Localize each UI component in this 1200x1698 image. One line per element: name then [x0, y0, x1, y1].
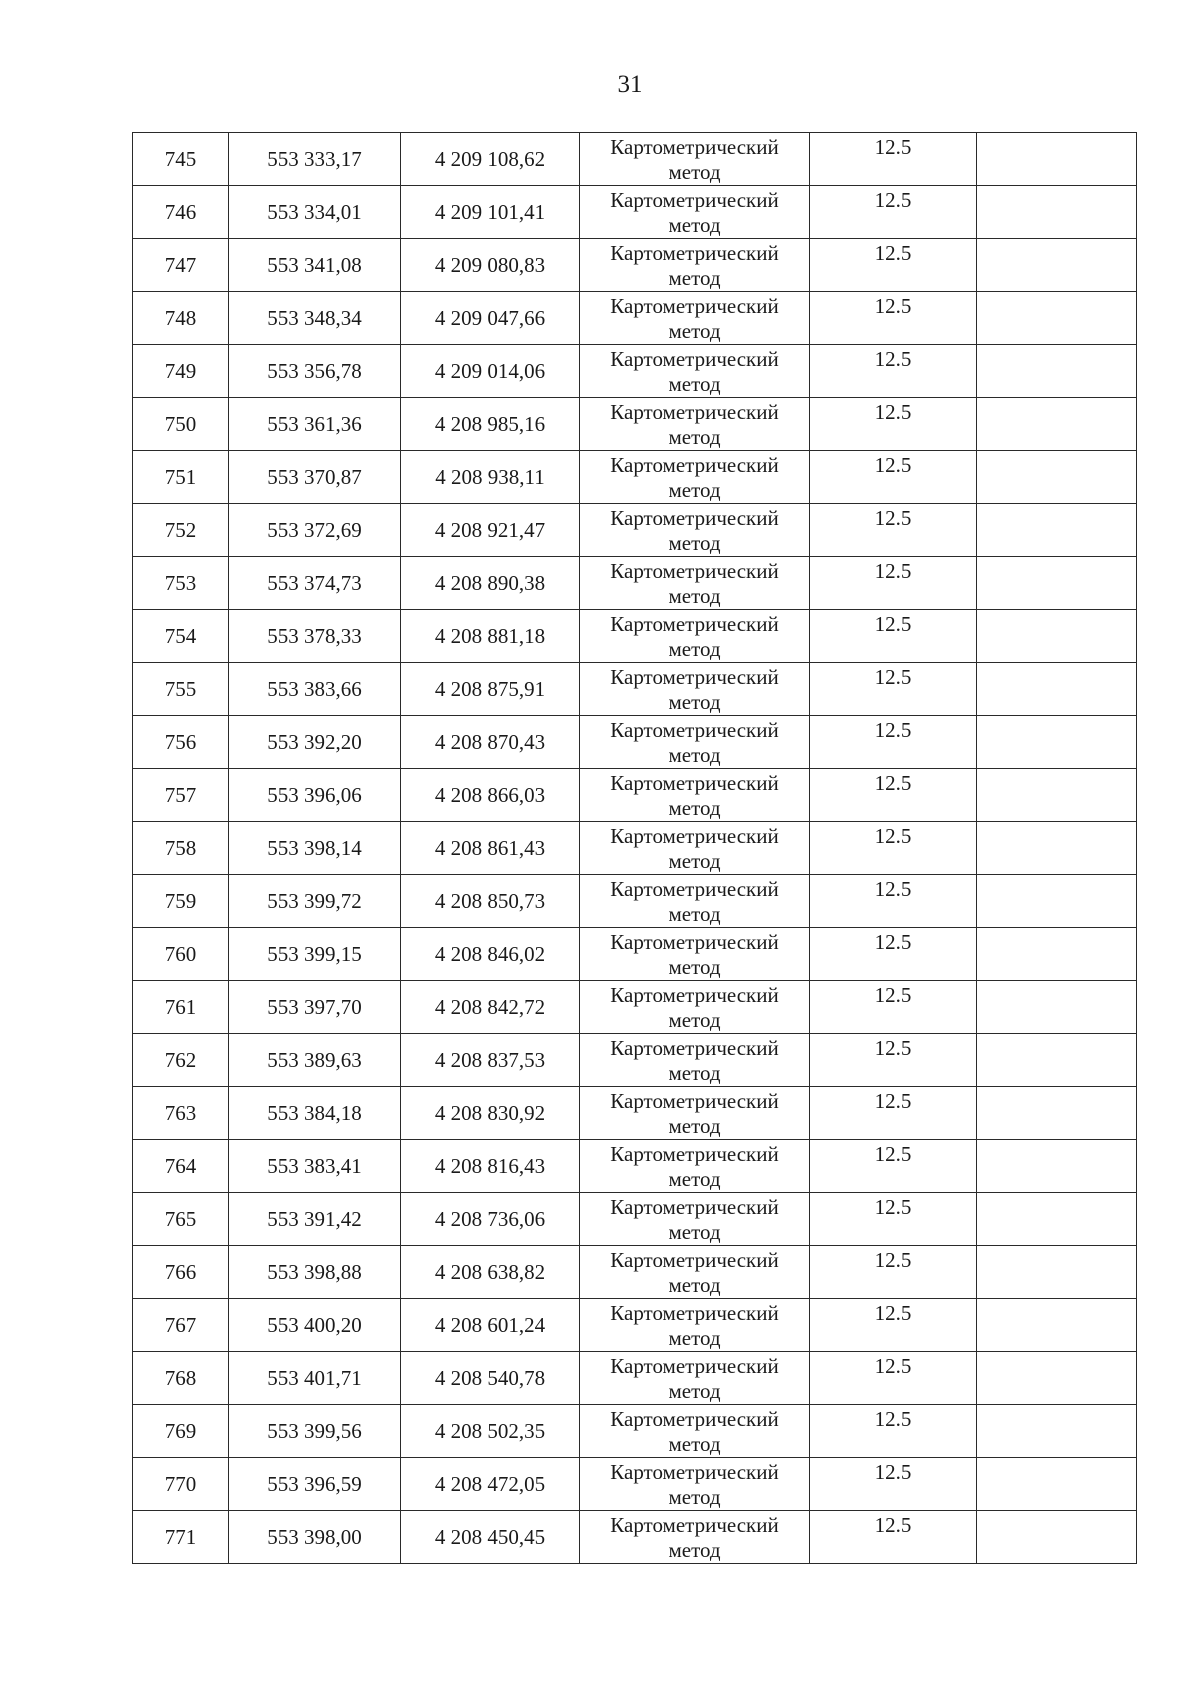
point-number-cell: 751 — [133, 451, 229, 504]
method-line-1: Картометрический — [610, 400, 779, 424]
method-cell — [580, 186, 810, 239]
point-number-cell: 764 — [133, 1140, 229, 1193]
point-number-cell: 747 — [133, 239, 229, 292]
method-line-1: Картометрический — [610, 1301, 779, 1325]
method-line-1: Картометрический — [610, 930, 779, 954]
y-coordinate-cell: 4 209 101,41 — [401, 186, 580, 239]
method-line-2: метод — [668, 743, 721, 767]
method-cell — [580, 345, 810, 398]
point-number-cell: 762 — [133, 1034, 229, 1087]
accuracy-cell: 12.5 — [810, 1246, 977, 1299]
point-number-cell: 768 — [133, 1352, 229, 1405]
method-line-2: метод — [668, 1167, 721, 1191]
y-coordinate-cell: 4 208 837,53 — [401, 1034, 580, 1087]
description-cell — [977, 1511, 1137, 1564]
method-cell — [580, 239, 810, 292]
accuracy-cell: 12.5 — [810, 1299, 977, 1352]
y-coordinate-cell: 4 208 890,38 — [401, 557, 580, 610]
method-cell — [580, 398, 810, 451]
table-row — [133, 1405, 1137, 1458]
point-number-cell: 745 — [133, 133, 229, 186]
description-cell — [977, 398, 1137, 451]
x-coordinate-cell: 553 370,87 — [229, 451, 401, 504]
y-coordinate-cell: 4 208 638,82 — [401, 1246, 580, 1299]
method-line-1: Картометрический — [610, 1195, 779, 1219]
description-cell — [977, 239, 1137, 292]
y-coordinate-cell: 4 208 850,73 — [401, 875, 580, 928]
table-row — [133, 1458, 1137, 1511]
description-cell — [977, 504, 1137, 557]
method-line-2: метод — [668, 637, 721, 661]
table-row — [133, 822, 1137, 875]
method-line-1: Картометрический — [610, 241, 779, 265]
x-coordinate-cell: 553 383,66 — [229, 663, 401, 716]
point-number-cell: 760 — [133, 928, 229, 981]
method-line-1: Картометрический — [610, 135, 779, 159]
method-line-2: метод — [668, 1273, 721, 1297]
table-row — [133, 239, 1137, 292]
table-row — [133, 292, 1137, 345]
method-cell — [580, 504, 810, 557]
table-row — [133, 186, 1137, 239]
method-cell — [580, 1087, 810, 1140]
coordinates-table-body — [133, 133, 1137, 1564]
table-row — [133, 716, 1137, 769]
method-line-2: метод — [668, 1114, 721, 1138]
method-cell — [580, 822, 810, 875]
method-line-2: метод — [668, 1008, 721, 1032]
description-cell — [977, 610, 1137, 663]
method-cell — [580, 451, 810, 504]
method-cell — [580, 1405, 810, 1458]
method-line-1: Картометрический — [610, 1089, 779, 1113]
accuracy-cell: 12.5 — [810, 504, 977, 557]
x-coordinate-cell: 553 372,69 — [229, 504, 401, 557]
table-row — [133, 1352, 1137, 1405]
y-coordinate-cell: 4 208 921,47 — [401, 504, 580, 557]
y-coordinate-cell: 4 209 108,62 — [401, 133, 580, 186]
method-cell — [580, 1140, 810, 1193]
description-cell — [977, 928, 1137, 981]
description-cell — [977, 1405, 1137, 1458]
accuracy-cell: 12.5 — [810, 186, 977, 239]
method-cell — [580, 1352, 810, 1405]
description-cell — [977, 769, 1137, 822]
table-row — [133, 663, 1137, 716]
page-number: 31 — [617, 71, 643, 98]
accuracy-cell: 12.5 — [810, 1405, 977, 1458]
method-line-2: метод — [668, 1538, 721, 1562]
point-number-cell: 756 — [133, 716, 229, 769]
point-number-cell: 748 — [133, 292, 229, 345]
method-line-2: метод — [668, 425, 721, 449]
method-line-2: метод — [668, 1220, 721, 1244]
accuracy-cell: 12.5 — [810, 345, 977, 398]
point-number-cell: 767 — [133, 1299, 229, 1352]
method-line-2: метод — [668, 372, 721, 396]
x-coordinate-cell: 553 333,17 — [229, 133, 401, 186]
method-line-2: метод — [668, 955, 721, 979]
method-cell — [580, 557, 810, 610]
point-number-cell: 755 — [133, 663, 229, 716]
table-row — [133, 345, 1137, 398]
x-coordinate-cell: 553 361,36 — [229, 398, 401, 451]
x-coordinate-cell: 553 399,72 — [229, 875, 401, 928]
point-number-cell: 750 — [133, 398, 229, 451]
method-cell — [580, 663, 810, 716]
description-cell — [977, 1352, 1137, 1405]
point-number-cell: 749 — [133, 345, 229, 398]
y-coordinate-cell: 4 208 861,43 — [401, 822, 580, 875]
accuracy-cell: 12.5 — [810, 663, 977, 716]
table-row — [133, 875, 1137, 928]
point-number-cell: 752 — [133, 504, 229, 557]
point-number-cell: 766 — [133, 1246, 229, 1299]
description-cell — [977, 345, 1137, 398]
method-line-1: Картометрический — [610, 1248, 779, 1272]
method-line-2: метод — [668, 213, 721, 237]
y-coordinate-cell: 4 208 736,06 — [401, 1193, 580, 1246]
accuracy-cell: 12.5 — [810, 1458, 977, 1511]
x-coordinate-cell: 553 399,15 — [229, 928, 401, 981]
table-row — [133, 398, 1137, 451]
x-coordinate-cell: 553 391,42 — [229, 1193, 401, 1246]
method-line-1: Картометрический — [610, 612, 779, 636]
description-cell — [977, 663, 1137, 716]
x-coordinate-cell: 553 399,56 — [229, 1405, 401, 1458]
table-row — [133, 451, 1137, 504]
point-number-cell: 765 — [133, 1193, 229, 1246]
x-coordinate-cell: 553 374,73 — [229, 557, 401, 610]
point-number-cell: 746 — [133, 186, 229, 239]
y-coordinate-cell: 4 209 047,66 — [401, 292, 580, 345]
x-coordinate-cell: 553 397,70 — [229, 981, 401, 1034]
accuracy-cell: 12.5 — [810, 1352, 977, 1405]
coordinates-table — [132, 132, 1137, 1564]
accuracy-cell: 12.5 — [810, 928, 977, 981]
method-line-1: Картометрический — [610, 1460, 779, 1484]
method-line-2: метод — [668, 1061, 721, 1085]
table-row — [133, 1299, 1137, 1352]
point-number-cell: 759 — [133, 875, 229, 928]
table-row — [133, 1193, 1137, 1246]
x-coordinate-cell: 553 401,71 — [229, 1352, 401, 1405]
method-line-1: Картометрический — [610, 665, 779, 689]
method-line-2: метод — [668, 266, 721, 290]
point-number-cell: 757 — [133, 769, 229, 822]
method-line-2: метод — [668, 1485, 721, 1509]
y-coordinate-cell: 4 209 080,83 — [401, 239, 580, 292]
x-coordinate-cell: 553 398,88 — [229, 1246, 401, 1299]
accuracy-cell: 12.5 — [810, 1193, 977, 1246]
accuracy-cell: 12.5 — [810, 1034, 977, 1087]
description-cell — [977, 1140, 1137, 1193]
method-cell — [580, 1034, 810, 1087]
method-cell — [580, 875, 810, 928]
method-line-1: Картометрический — [610, 983, 779, 1007]
method-cell — [580, 981, 810, 1034]
y-coordinate-cell: 4 208 866,03 — [401, 769, 580, 822]
table-row — [133, 1087, 1137, 1140]
method-line-1: Картометрический — [610, 453, 779, 477]
accuracy-cell: 12.5 — [810, 716, 977, 769]
description-cell — [977, 1246, 1137, 1299]
accuracy-cell: 12.5 — [810, 292, 977, 345]
point-number-cell: 761 — [133, 981, 229, 1034]
table-row — [133, 557, 1137, 610]
method-line-2: метод — [668, 584, 721, 608]
description-cell — [977, 1299, 1137, 1352]
description-cell — [977, 186, 1137, 239]
point-number-cell: 770 — [133, 1458, 229, 1511]
y-coordinate-cell: 4 208 601,24 — [401, 1299, 580, 1352]
method-line-1: Картометрический — [610, 1407, 779, 1431]
y-coordinate-cell: 4 208 816,43 — [401, 1140, 580, 1193]
x-coordinate-cell: 553 396,06 — [229, 769, 401, 822]
accuracy-cell: 12.5 — [810, 239, 977, 292]
description-cell — [977, 557, 1137, 610]
table-row — [133, 1246, 1137, 1299]
description-cell — [977, 451, 1137, 504]
description-cell — [977, 1458, 1137, 1511]
method-line-1: Картометрический — [610, 506, 779, 530]
table-row — [133, 1140, 1137, 1193]
table-row — [133, 610, 1137, 663]
table-row — [133, 1034, 1137, 1087]
x-coordinate-cell: 553 356,78 — [229, 345, 401, 398]
x-coordinate-cell: 553 334,01 — [229, 186, 401, 239]
method-line-2: метод — [668, 902, 721, 926]
x-coordinate-cell: 553 348,34 — [229, 292, 401, 345]
description-cell — [977, 1034, 1137, 1087]
description-cell — [977, 822, 1137, 875]
x-coordinate-cell: 553 389,63 — [229, 1034, 401, 1087]
y-coordinate-cell: 4 208 502,35 — [401, 1405, 580, 1458]
x-coordinate-cell: 553 384,18 — [229, 1087, 401, 1140]
x-coordinate-cell: 553 398,00 — [229, 1511, 401, 1564]
description-cell — [977, 1193, 1137, 1246]
y-coordinate-cell: 4 208 870,43 — [401, 716, 580, 769]
y-coordinate-cell: 4 208 875,91 — [401, 663, 580, 716]
point-number-cell: 771 — [133, 1511, 229, 1564]
method-line-1: Картометрический — [610, 294, 779, 318]
method-cell — [580, 292, 810, 345]
method-cell — [580, 133, 810, 186]
accuracy-cell: 12.5 — [810, 1087, 977, 1140]
method-line-1: Картометрический — [610, 1142, 779, 1166]
x-coordinate-cell: 553 400,20 — [229, 1299, 401, 1352]
method-line-1: Картометрический — [610, 877, 779, 901]
point-number-cell: 769 — [133, 1405, 229, 1458]
accuracy-cell: 12.5 — [810, 875, 977, 928]
method-line-2: метод — [668, 796, 721, 820]
table-row — [133, 981, 1137, 1034]
method-line-1: Картометрический — [610, 347, 779, 371]
description-cell — [977, 1087, 1137, 1140]
method-cell — [580, 1299, 810, 1352]
method-line-1: Картометрический — [610, 771, 779, 795]
table-row — [133, 133, 1137, 186]
method-line-2: метод — [668, 319, 721, 343]
method-line-1: Картометрический — [610, 718, 779, 742]
method-line-2: метод — [668, 1326, 721, 1350]
y-coordinate-cell: 4 208 842,72 — [401, 981, 580, 1034]
method-line-1: Картометрический — [610, 1036, 779, 1060]
description-cell — [977, 875, 1137, 928]
accuracy-cell: 12.5 — [810, 981, 977, 1034]
method-line-1: Картометрический — [610, 824, 779, 848]
y-coordinate-cell: 4 208 540,78 — [401, 1352, 580, 1405]
method-cell — [580, 610, 810, 663]
accuracy-cell: 12.5 — [810, 398, 977, 451]
y-coordinate-cell: 4 208 881,18 — [401, 610, 580, 663]
accuracy-cell: 12.5 — [810, 769, 977, 822]
description-cell — [977, 981, 1137, 1034]
method-line-2: метод — [668, 478, 721, 502]
table-row — [133, 1511, 1137, 1564]
accuracy-cell: 12.5 — [810, 133, 977, 186]
method-cell — [580, 928, 810, 981]
method-line-1: Картометрический — [610, 1354, 779, 1378]
x-coordinate-cell: 553 398,14 — [229, 822, 401, 875]
accuracy-cell: 12.5 — [810, 822, 977, 875]
y-coordinate-cell: 4 208 846,02 — [401, 928, 580, 981]
table-row — [133, 769, 1137, 822]
y-coordinate-cell: 4 208 830,92 — [401, 1087, 580, 1140]
method-line-1: Картометрический — [610, 188, 779, 212]
method-line-2: метод — [668, 1379, 721, 1403]
description-cell — [977, 292, 1137, 345]
method-cell — [580, 1511, 810, 1564]
point-number-cell: 763 — [133, 1087, 229, 1140]
y-coordinate-cell: 4 208 472,05 — [401, 1458, 580, 1511]
point-number-cell: 753 — [133, 557, 229, 610]
accuracy-cell: 12.5 — [810, 451, 977, 504]
x-coordinate-cell: 553 392,20 — [229, 716, 401, 769]
method-cell — [580, 769, 810, 822]
method-cell — [580, 1458, 810, 1511]
y-coordinate-cell: 4 208 450,45 — [401, 1511, 580, 1564]
accuracy-cell: 12.5 — [810, 610, 977, 663]
method-line-2: метод — [668, 849, 721, 873]
x-coordinate-cell: 553 378,33 — [229, 610, 401, 663]
accuracy-cell: 12.5 — [810, 1511, 977, 1564]
method-line-2: метод — [668, 160, 721, 184]
description-cell — [977, 133, 1137, 186]
method-line-1: Картометрический — [610, 1513, 779, 1537]
method-cell — [580, 1193, 810, 1246]
method-line-1: Картометрический — [610, 559, 779, 583]
accuracy-cell: 12.5 — [810, 1140, 977, 1193]
method-cell — [580, 1246, 810, 1299]
method-line-2: метод — [668, 1432, 721, 1456]
method-line-2: метод — [668, 690, 721, 714]
method-cell — [580, 716, 810, 769]
x-coordinate-cell: 553 383,41 — [229, 1140, 401, 1193]
x-coordinate-cell: 553 341,08 — [229, 239, 401, 292]
y-coordinate-cell: 4 208 938,11 — [401, 451, 580, 504]
table-row — [133, 504, 1137, 557]
y-coordinate-cell: 4 208 985,16 — [401, 398, 580, 451]
accuracy-cell: 12.5 — [810, 557, 977, 610]
point-number-cell: 754 — [133, 610, 229, 663]
method-line-2: метод — [668, 531, 721, 555]
description-cell — [977, 716, 1137, 769]
x-coordinate-cell: 553 396,59 — [229, 1458, 401, 1511]
point-number-cell: 758 — [133, 822, 229, 875]
table-row — [133, 928, 1137, 981]
y-coordinate-cell: 4 209 014,06 — [401, 345, 580, 398]
